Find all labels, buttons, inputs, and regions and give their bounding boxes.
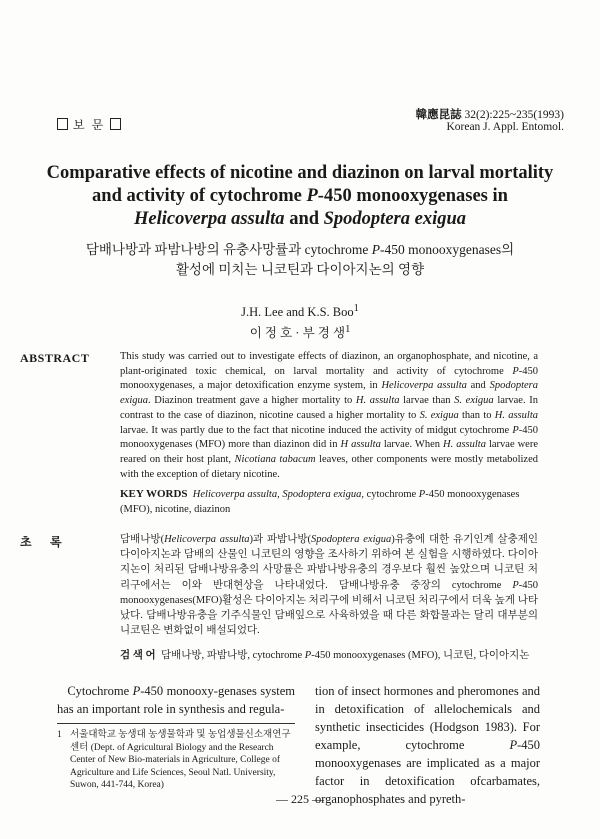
korean-keywords-label: 검 색 어	[120, 650, 156, 661]
article-type-label	[57, 116, 121, 133]
korean-title-line-2: 활성에 미치는 니코틴과 다이아지논의 영향	[175, 262, 425, 277]
footnote-text: 서울대학교 농생대 농생물학과 및 농업생물신소재연구센터 (Dept. of Agricultural Biology and the Research Center of New Bio-materials in Agriculture, College of Agriculture and Life Sciences, Seoul Natl. University, Suwon, 441-744, Korea)	[70, 730, 291, 790]
bracket-box-icon	[57, 118, 68, 130]
journal-korean-name: 韓應昆誌	[415, 109, 462, 121]
footnote-rule	[57, 723, 295, 724]
title-line-2: and activity of cytochrome P-450 monooxygenases in	[92, 186, 508, 206]
authors-english: J.H. Lee and K.S. Boo$^1$	[241, 303, 359, 320]
korean-abstract-text: 담배나방(Helicoverpa assulta)과 파밤나방(Spodoptera exigua)유충에 대한 유기인계 살충제인 다이아지논과 담배의 산물인 니코틴의 영향을 조사하기 위하여 본 실험을 시행하였다. 다이아지논이 처리된 담배나방유충의 사망률은 파밤나방유충의 경우보다 훨씬 높았으며 니코틴 처리구에서는 이와 반대현상을 나타내었다. 담배나방유충 중장의 cytochrome P-450 monooxygenases(MFO)활성은 다이아지논 처리구에 비해서 니코틴 처리구에서 더욱 높게 나타났다. 담배나방유충을 기주식물인 담배잎으로 사육하였을 때 다른 화합물과는 달리 대부분의 니코틴은 변화없이 배설되었다.	[120, 534, 538, 637]
page-number: — 225 —	[276, 792, 324, 806]
korean-title	[40, 240, 560, 280]
title-line-3: Helicoverpa assulta and Spodoptera exigua	[134, 209, 466, 229]
korean-title-line-1: 담배나방과 파밤나방의 유충사망률과 cytochrome P-450 monooxygenases의	[85, 242, 515, 257]
korean-keywords: 검 색 어 담배나방, 파밤나방, cytochrome P-450 monooxygenases (MFO), 니코틴, 다이아지논	[120, 650, 530, 661]
paper-title	[40, 162, 560, 231]
abstract-text: This study was carried out to investigate effects of diazinon, an organophosphate, and nicotine, a plant-originated toxic chemical, on larval mortality and activity of cytochrome P-450 monooxygenases, a major detoxification enzyme system, in Helicoverpa assulta and Spodoptera exigua. Diazinon treatment gave a higher mortality to H. assulta larvae than S. exigua larvae. In contrast to the case of diazinon, nicotine caused a higher mortality to S. exigua than to H. assulta larvae. It was partly due to the fact that nicotine induced the activity of midgut cytochrome P-450 monooxygenases (MFO) more than diazinon did in H assulta larvae. When H. assulta larvae were reared on their host plant, Nicotiana tabacum leaves, other components were mostly metabolized with the exception of dietary nicotine.	[120, 351, 539, 480]
body-column-right: tion of insect hormones and pheromones and in detoxification of allelochemicals and synthetic insecticides (Hodgson 1983). For example, cytochrome P-450 monooxygenases are implicated as a major factor in detoxification ofcarbamates, organophosphates and pyreth-	[315, 684, 540, 806]
footnote-marker: 1	[57, 730, 62, 740]
body-column-left: Cytochrome P-450 monooxy-genases system has an important role in synthesis and regula-	[57, 684, 295, 716]
journal-citation	[416, 109, 564, 133]
footnote	[57, 729, 295, 792]
article-type-text: 보 문	[73, 118, 106, 132]
keywords: KEY WORDS Helicoverpa assulta, Spodoptera exigua, cytochrome P-450 monooxygenases (MFO), nicotine, diazinon	[120, 488, 520, 515]
korean-abstract-label: 초 록	[20, 535, 62, 549]
keywords-label: KEY WORDS	[120, 488, 188, 500]
bracket-box-icon	[110, 118, 121, 130]
journal-volume-pages: 32(2):225~235(1993)	[464, 109, 564, 121]
title-line-1: Comparative effects of nicotine and diazinon on larval mortality	[46, 163, 554, 183]
journal-english-name: Korean J. Appl. Entomol.	[446, 121, 564, 133]
authors-korean: 이 정 호 · 부 경 생$^1$	[249, 324, 351, 341]
abstract-label: ABSTRACT	[20, 351, 90, 365]
authors	[40, 300, 560, 342]
